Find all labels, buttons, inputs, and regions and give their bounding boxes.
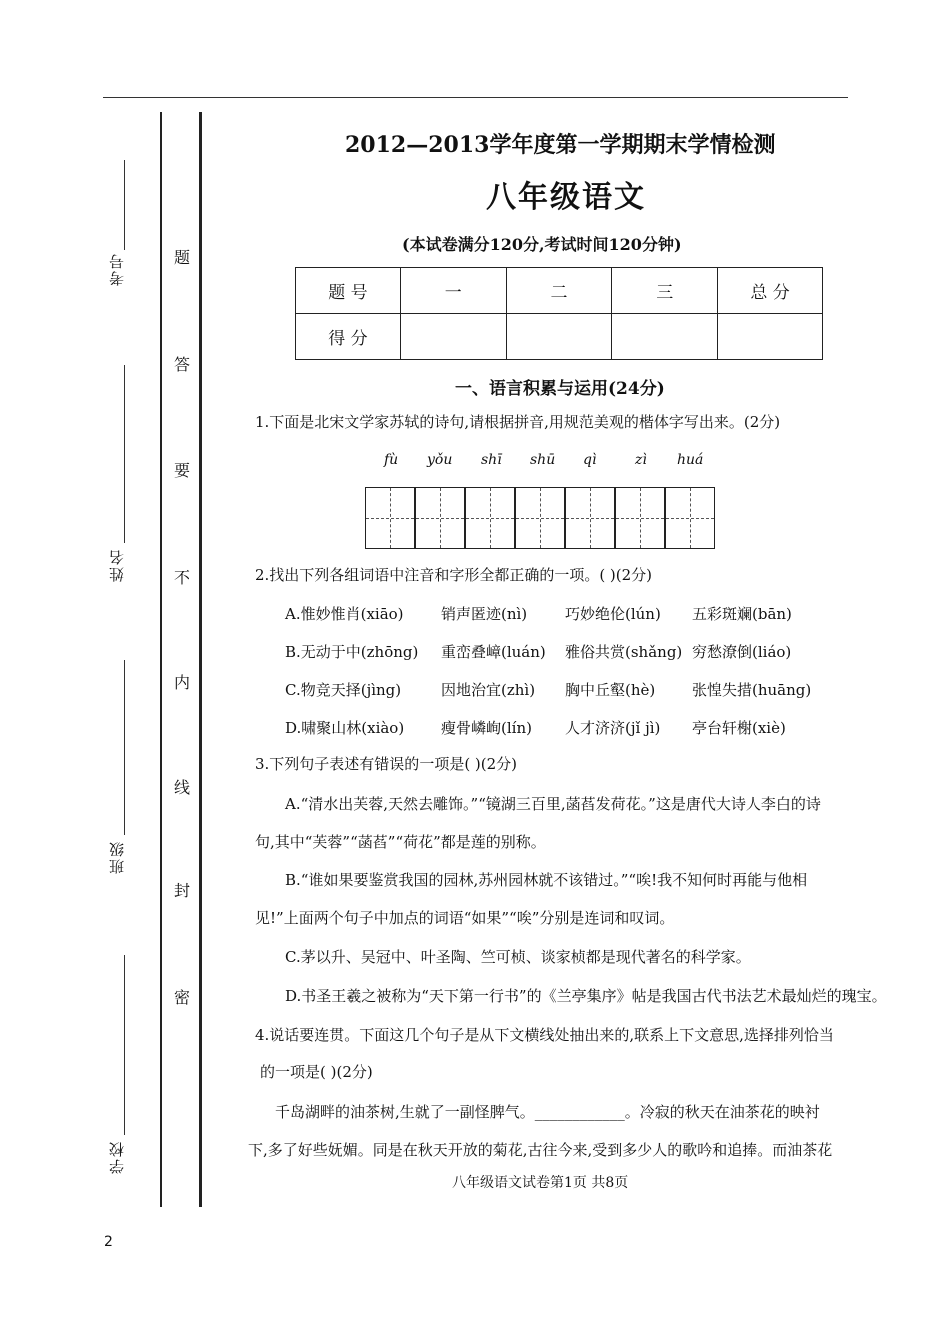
exam-note: (本试卷满分120分,考试时间120分钟) (402, 235, 682, 254)
option-c-1: C.物竞天择(jìng) (285, 681, 402, 699)
score-table-cell: 得 分 (296, 314, 401, 360)
score-table-cell: 三 (612, 268, 718, 314)
score-input-cell[interactable] (400, 314, 506, 360)
question-1: 1.下面是北宋文学家苏轼的诗句,请根据拼音,用规范美观的楷体字写出来。(2分) (255, 413, 781, 431)
option-d-3: 人才济济(jǐ jì) (565, 719, 661, 737)
seal-char: 要 (174, 461, 191, 480)
class-fill-line (124, 660, 125, 835)
subject-title: 八年级语文 (486, 180, 646, 215)
seal-char: 密 (174, 988, 191, 1007)
seal-char: 线 (174, 778, 191, 797)
question-4-line1: 4.说话要连贯。下面这几个句子是从下文横线处抽出来的,联系上下文意思,选择排列恰当 (255, 1026, 834, 1044)
pinyin: huá (677, 452, 704, 468)
writing-cell[interactable] (615, 487, 665, 549)
score-table-cell: 二 (506, 268, 612, 314)
seal-char: 答 (174, 355, 191, 374)
writing-grid (365, 487, 715, 549)
passage-line2: 下,多了好些妩媚。同是在秋天开放的菊花,古往今来,受到多少人的歌吟和追捧。而油茶花 (248, 1141, 833, 1159)
q3-option-a-line1: A.“清水出芙蓉,天然去雕饰。”“镜湖三百里,菡萏发荷花。”这是唐代大诗人李白的诗 (285, 795, 821, 813)
option-d-4: 亭台轩榭(xiè) (692, 719, 786, 737)
seal-char: 内 (174, 673, 191, 692)
option-d-1: D.啸聚山林(xiào) (285, 719, 405, 737)
option-a-4: 五彩斑斓(bān) (692, 605, 792, 623)
writing-cell[interactable] (415, 487, 465, 549)
score-table (295, 267, 823, 360)
section-heading: 一、语言积累与运用(24分) (455, 379, 665, 399)
pinyin: fù (384, 452, 399, 468)
option-b-4: 穷愁潦倒(liáo) (692, 643, 792, 661)
question-2: 2.找出下列各组词语中注音和字形全都正确的一项。( )(2分) (255, 566, 653, 584)
pinyin: qì (583, 452, 597, 468)
question-4-line2: 的一项是( )(2分) (260, 1063, 373, 1081)
q3-option-b-line1: B.“谁如果要鉴赏我国的园林,苏州园林就不该错过。”“唉!我不知何时再能与他相 (285, 871, 808, 889)
school-fill-line (124, 955, 125, 1135)
option-a-1: A.惟妙惟肖(xiāo) (285, 605, 404, 623)
name-fill-line (124, 365, 125, 543)
exam-number-fill-line (124, 160, 125, 250)
q3-option-c: C.茅以升、吴冠中、叶圣陶、竺可桢、谈家桢都是现代著名的科学家。 (285, 948, 751, 966)
question-3: 3.下列句子表述有错误的一项是( )(2分) (255, 755, 518, 773)
exam-number-label: 考号 (108, 252, 126, 286)
binding-line-right (199, 112, 202, 1207)
option-b-3: 雅俗共赏(shǎng) (565, 643, 683, 661)
exam-title: 2012—2013学年度第一学期期末学情检测 (345, 132, 776, 158)
score-input-cell[interactable] (718, 314, 823, 360)
writing-cell[interactable] (565, 487, 615, 549)
writing-cell[interactable] (515, 487, 565, 549)
score-input-cell[interactable] (506, 314, 612, 360)
score-table-header-row (296, 268, 823, 314)
score-input-cell[interactable] (612, 314, 718, 360)
score-table-cell: 题 号 (296, 268, 401, 314)
class-label: 班级 (108, 840, 126, 874)
score-table-cell: 总 分 (718, 268, 823, 314)
pinyin: shī (481, 452, 502, 468)
page-number: 2 (104, 1234, 113, 1250)
pinyin: zì (635, 452, 647, 468)
score-table-cell: 一 (400, 268, 506, 314)
pinyin: shū (530, 452, 556, 468)
option-c-3: 胸中丘壑(hè) (565, 681, 656, 699)
seal-char: 不 (174, 568, 191, 587)
page-footer: 八年级语文试卷第1页 共8页 (452, 1175, 629, 1191)
score-table-score-row (296, 314, 823, 360)
q3-option-b-line2: 见!”上面两个句子中加点的词语“如果”“唉”分别是连词和叹词。 (255, 909, 675, 927)
top-rule (103, 97, 848, 98)
seal-char: 封 (174, 881, 191, 900)
binding-line-left (160, 112, 162, 1207)
option-b-2: 重峦叠嶂(luán) (441, 643, 546, 661)
q3-option-d: D.书圣王羲之被称为“天下第一行书”的《兰亭集序》帖是我国古代书法艺术最灿烂的瑰宝。 (285, 987, 887, 1005)
option-d-2: 瘦骨嶙峋(lín) (441, 719, 532, 737)
option-a-2: 销声匿迹(nì) (441, 605, 528, 623)
seal-char: 题 (174, 248, 191, 267)
pinyin: yǒu (427, 452, 453, 468)
writing-cell[interactable] (665, 487, 715, 549)
name-label: 姓名 (108, 548, 126, 582)
school-label: 学校 (108, 1140, 126, 1174)
option-b-1: B.无动于中(zhōng) (285, 643, 419, 661)
option-a-3: 巧妙绝伦(lún) (565, 605, 661, 623)
q3-option-a-line2: 句,其中“芙蓉”“菡萏”“荷花”都是莲的别称。 (255, 833, 546, 851)
option-c-2: 因地治宜(zhì) (441, 681, 536, 699)
option-c-4: 张惶失措(huāng) (692, 681, 812, 699)
writing-cell[interactable] (365, 487, 415, 549)
writing-cell[interactable] (465, 487, 515, 549)
passage-line1: 千岛湖畔的油茶树,生就了一副怪脾气。____________。冷寂的秋天在油茶花的映衬 (275, 1103, 820, 1121)
